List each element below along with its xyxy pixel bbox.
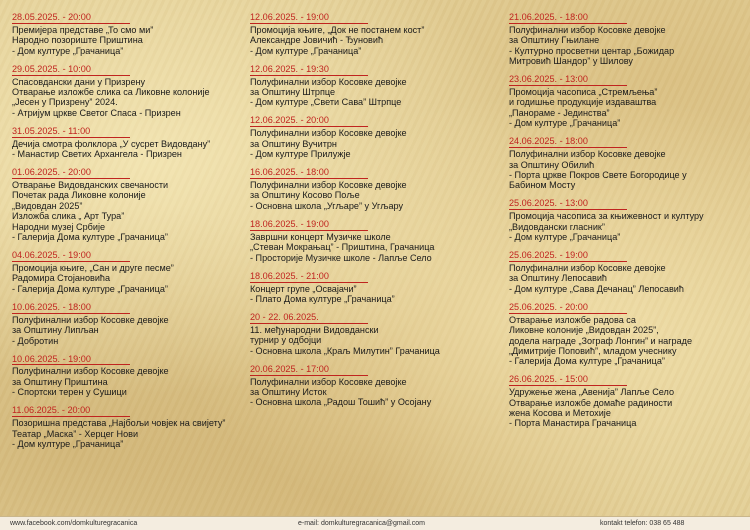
event-date-time: 12.06.2025. - 19:00 (250, 12, 368, 24)
schedule-column-3 (509, 12, 741, 436)
event-description-line: „Јесен у Призрену” 2024. (12, 97, 118, 108)
event-description-line: - Дом културе „Сава Дечанац” Лепосавић (509, 283, 684, 294)
event-description-line: за Општину Приштина (12, 376, 108, 387)
event-description-line: Полуфинални избор Косовке девојке (509, 149, 666, 160)
event-entry (509, 250, 741, 294)
event-description-line: Радомира Стојановића (12, 273, 111, 284)
event-entry (12, 126, 244, 160)
event-entry (12, 250, 244, 294)
event-description-line: - Основна школа „Радош Тошић” у Осојану (250, 397, 432, 408)
event-entry (509, 302, 741, 367)
event-date-time: 10.06.2025. - 19:00 (12, 354, 130, 366)
event-description-line: за Општину Лепосавић (509, 273, 607, 284)
event-entry (250, 364, 482, 408)
event-description-line: за Општину Штрпце (250, 87, 336, 98)
event-entry (12, 167, 244, 242)
event-description-line: - Дом културе „Грачаница” (12, 438, 124, 449)
event-description-line: Спасовдански дани у Призрену (12, 76, 146, 87)
event-date-time: 04.06.2025. - 19:00 (12, 250, 130, 262)
event-description-line: Промоција књиге, „Док не постанем кост” (250, 24, 425, 35)
event-entry (509, 374, 741, 429)
event-entry (12, 405, 244, 449)
event-description-line: за Општину Косово Поље (250, 190, 360, 201)
event-description-line: Полуфинални избор Косовке девојке (250, 180, 407, 191)
event-description-line: Митровић Шандор” у Шилову (509, 56, 633, 67)
footer (0, 516, 750, 530)
event-description-line: Удружење жена „Авенија” Лапље Село (509, 387, 675, 398)
event-description-line: Бабином Мосту (509, 180, 576, 191)
event-description-line: за Општину Вучитрн (250, 138, 337, 149)
event-description-line: Изложба слика „ Арт Тура” (12, 211, 125, 222)
event-description-line: Позоришна представа „Најбољи човјек на свијету” (12, 418, 226, 429)
event-description-line: - Дом културе „Грачаница” (250, 45, 362, 56)
event-description-line: - Дом културе „Грачаница” (509, 118, 621, 129)
event-description-line: Промоција часописа „Стремљења” (509, 87, 658, 98)
event-date-time: 23.06.2025. - 13:00 (509, 74, 627, 86)
event-date-time: 20.06.2025. - 17:00 (250, 364, 368, 376)
event-description-line: Отварање изложбе слика са Ликовне колоније (12, 87, 210, 98)
event-description-line: - Галерија Дома културе „Грачаница” (509, 356, 665, 367)
event-description-line: - Дом културе „Грачаница” (12, 45, 124, 56)
event-description-line: Дечија смотра фолклора „У сусрет Видовдану” (12, 138, 211, 149)
event-description-line: Полуфинални избор Косовке девојке (250, 128, 407, 139)
event-description-line: за Општину Гњилане (509, 35, 600, 46)
event-date-time: 29.05.2025. - 10:00 (12, 64, 130, 76)
event-description-line: 11. међународни Видовдански (250, 324, 379, 335)
event-description-line: Ликовне колоније „Видовдан 2025”, (509, 325, 659, 336)
event-description-line: Полуфинални избор Косовке девојке (509, 24, 666, 35)
event-description-line: Промоција књиге, „Сан и друге песме” (12, 263, 174, 273)
schedule-column-1 (12, 12, 244, 457)
event-description-line: за Општину Исток (250, 386, 327, 397)
event-description-line: - Галерија Дома културе „Грачаница” (12, 232, 168, 243)
event-description-line: Александре Јовичић - Ђуновић (250, 35, 384, 46)
event-entry (250, 167, 482, 211)
schedule-column-2 (250, 12, 482, 415)
event-description-line: Отварање Видовданских свечаности (12, 180, 169, 191)
event-description-line: Театар „Маска” - Херцег Нови (12, 428, 139, 439)
event-description-line: Полуфинални избор Косовке девојке (12, 314, 169, 325)
event-description-line: - Дом културе Прилужје (250, 149, 351, 160)
event-description-line: - Порта Манастира Грачаница (509, 418, 637, 429)
event-description-line: „Стеван Мокрањац” - Приштина, Грачаница (250, 242, 435, 253)
event-date-time: 25.06.2025. - 13:00 (509, 198, 627, 210)
event-entry (250, 219, 482, 263)
event-entry (250, 64, 482, 108)
event-description-line: и годишње продукције издаваштва (509, 97, 657, 108)
event-date-time: 11.06.2025. - 20:00 (12, 405, 130, 417)
event-date-time: 25.06.2025. - 20:00 (509, 302, 627, 314)
event-entry (12, 354, 244, 398)
event-entry (509, 198, 741, 242)
event-entry (509, 74, 741, 129)
event-description-line: - Порта цркве Покров Свете Богородице у (509, 169, 687, 180)
event-entry (250, 115, 482, 159)
event-description-line: Почетак рада Ликовне колоније (12, 190, 146, 201)
event-description-line: „Видовдански гласник” (509, 221, 605, 232)
event-description-line: Отварање изложбе радова са (509, 314, 636, 325)
event-description-line: - Културно просветни центар „Божидар (509, 45, 675, 56)
event-entry (509, 136, 741, 191)
event-description-line: - Основна школа „Краљ Милутин” Грачаница (250, 345, 440, 356)
event-description-line: - Атријум цркве Светог Спаса - Призрен (12, 107, 181, 118)
event-description-line: - Основна школа „Угљаре” у Угљару (250, 200, 404, 211)
event-description-line: за Општину Липљан (12, 325, 99, 336)
event-description-line: - Плато Дома културе „Грачаница” (250, 293, 395, 304)
event-date-time: 01.06.2025. - 20:00 (12, 167, 130, 179)
event-entry (250, 271, 482, 305)
event-description-line: - Дом културе „Свети Сава” Штрпце (250, 97, 402, 108)
event-description-line: Полуфинални избор Косовке девојке (12, 366, 169, 377)
event-date-time: 10.06.2025. - 18:00 (12, 302, 130, 314)
event-date-time: 21.06.2025. - 18:00 (509, 12, 627, 24)
footer-phone: kontakt telefon: 038 65 488 (600, 520, 685, 527)
event-date-time: 31.05.2025. - 11:00 (12, 126, 130, 138)
event-description-line: - Добротин (12, 335, 59, 346)
event-entry (12, 302, 244, 346)
event-description-line: „Панораме - Јединства” (509, 107, 610, 118)
event-entry (250, 312, 482, 356)
event-description-line: Промоција часописа за књижевност и културу (509, 211, 704, 222)
event-description-line: „Видовдан 2025” (12, 200, 83, 211)
event-date-time: 16.06.2025. - 18:00 (250, 167, 368, 179)
footer-email[interactable]: e-mail: domkulturegracanica@gmail.com (298, 520, 425, 527)
event-entry (250, 12, 482, 56)
event-description-line: Отварање изложбе домаће радиности (509, 397, 673, 408)
event-description-line: Полуфинални избор Косовке девојке (250, 376, 407, 387)
event-date-time: 20 - 22. 06.2025. (250, 312, 368, 324)
event-entry (12, 64, 244, 119)
event-description-line: Народно позориште Приштина (12, 35, 143, 46)
event-description-line: додела награде „Зограф Лонгин” и награде (509, 335, 693, 346)
event-description-line: - Дом културе „Грачаница” (509, 232, 621, 243)
event-description-line: турнир у одбојци (250, 335, 322, 346)
event-date-time: 25.06.2025. - 19:00 (509, 250, 627, 262)
event-description-line: - Манастир Светих Архангела - Призрен (12, 149, 182, 160)
event-description-line: Народни музеј Србије (12, 221, 106, 232)
event-description-line: Завршни концерт Музичке школе (250, 231, 391, 242)
event-description-line: - Спортски терен у Сушици (12, 387, 127, 398)
event-entry (509, 12, 741, 67)
event-description-line: - Просторије Музичке школе - Лапље Село (250, 252, 432, 263)
event-description-line: Концерт групе „Освајачи” (250, 283, 357, 294)
event-date-time: 12.06.2025. - 19:30 (250, 64, 368, 76)
event-date-time: 26.06.2025. - 15:00 (509, 374, 627, 386)
footer-web-link[interactable]: www.facebook.com/domkulturegracanica (10, 520, 138, 527)
event-date-time: 12.06.2025. - 20:00 (250, 115, 368, 127)
event-date-time: 18.06.2025. - 21:00 (250, 271, 368, 283)
event-description-line: Полуфинални избор Косовке девојке (509, 263, 666, 273)
event-description-line: „Димитрије Поповић”, младом учеснику (509, 345, 677, 356)
event-description-line: Премијера представе „То смо ми” (12, 24, 154, 35)
event-description-line: - Галерија Дома културе „Грачаница” (12, 283, 168, 294)
event-description-line: за Општину Обилић (509, 159, 595, 170)
event-date-time: 18.06.2025. - 19:00 (250, 219, 368, 231)
event-description-line: жена Косова и Метохије (509, 408, 611, 419)
event-entry (12, 12, 244, 56)
event-date-time: 24.06.2025. - 18:00 (509, 136, 627, 148)
event-description-line: Полуфинални избор Косовке девојке (250, 76, 407, 87)
event-date-time: 28.05.2025. - 20:00 (12, 12, 130, 24)
